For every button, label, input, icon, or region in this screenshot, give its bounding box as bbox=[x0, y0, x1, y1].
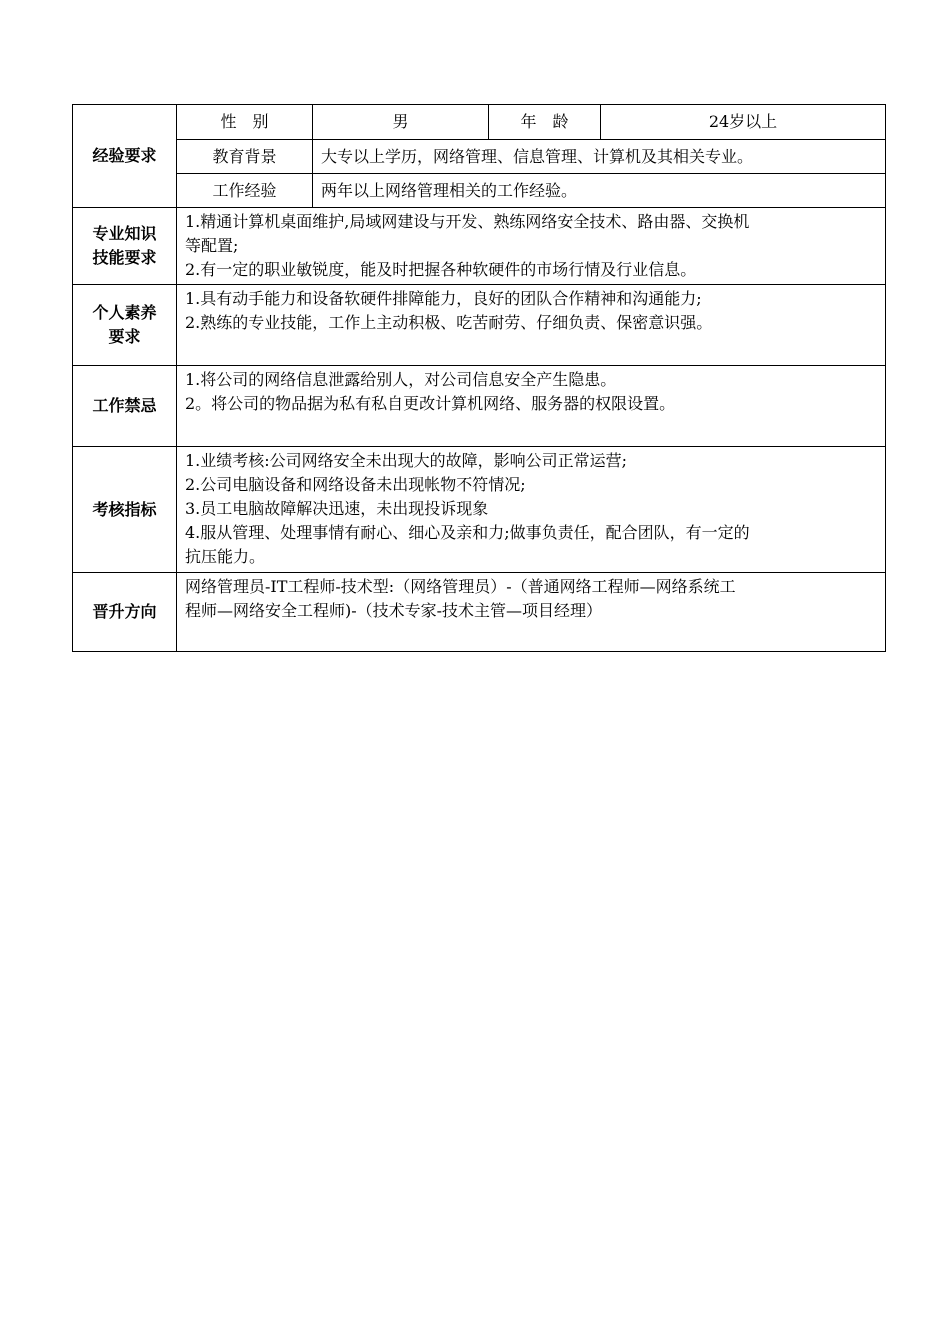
quality-header-line-1: 个人素养 bbox=[92, 303, 157, 322]
skills-row bbox=[73, 208, 886, 285]
skills-header bbox=[73, 208, 177, 285]
kpi-line-4: 4.服从管理、处理事情有耐心、细心及亲和力;做事负责任，配合团队，有一定的 bbox=[185, 523, 750, 542]
gender-age-row bbox=[73, 105, 886, 140]
skills-line-1: 1.精通计算机桌面维护,局域网建设与开发、熟练网络安全技术、路由器、交换机 bbox=[185, 212, 750, 231]
kpi-header: 考核指标 bbox=[73, 447, 177, 573]
kpi-line-3: 3.员工电脑故障解决迅速，未出现投诉现象 bbox=[185, 499, 489, 518]
skills-content bbox=[177, 208, 886, 285]
work-experience-row bbox=[73, 174, 886, 208]
promotion-header: 晋升方向 bbox=[73, 573, 177, 652]
taboo-row bbox=[73, 366, 886, 447]
age-label: 年 龄 bbox=[489, 105, 601, 140]
kpi-content bbox=[177, 447, 886, 573]
taboo-content bbox=[177, 366, 886, 447]
quality-line-2: 2.熟练的专业技能，工作上主动积极、吃苦耐劳、仔细负责、保密意识强。 bbox=[185, 313, 713, 332]
experience-header: 经验要求 bbox=[73, 105, 177, 208]
work-experience-label: 工作经验 bbox=[177, 174, 313, 208]
skills-header-line-1: 专业知识 bbox=[92, 224, 157, 243]
gender-value: 男 bbox=[313, 105, 489, 140]
kpi-line-5: 抗压能力。 bbox=[185, 547, 266, 566]
quality-header bbox=[73, 285, 177, 366]
taboo-line-1: 1.将公司的网络信息泄露给别人，对公司信息安全产生隐患。 bbox=[185, 370, 617, 389]
quality-line-1: 1.具有动手能力和设备软硬件排障能力，良好的团队合作精神和沟通能力; bbox=[185, 289, 702, 308]
quality-row bbox=[73, 285, 886, 366]
skills-header-line-2: 技能要求 bbox=[92, 248, 157, 267]
gender-label: 性 别 bbox=[177, 105, 313, 140]
kpi-row bbox=[73, 447, 886, 573]
promotion-content bbox=[177, 573, 886, 652]
kpi-line-2: 2.公司电脑设备和网络设备未出现帐物不符情况; bbox=[185, 475, 526, 494]
education-value: 大专以上学历，网络管理、信息管理、计算机及其相关专业。 bbox=[313, 140, 886, 174]
promotion-row bbox=[73, 573, 886, 652]
skills-line-2: 等配置; bbox=[185, 236, 239, 255]
skills-line-3: 2.有一定的职业敏锐度，能及时把握各种软硬件的市场行情及行业信息。 bbox=[185, 260, 697, 279]
promotion-line-2: 程师—网络安全工程师)-（技术专家-技术主管—项目经理） bbox=[185, 601, 603, 620]
work-experience-value: 两年以上网络管理相关的工作经验。 bbox=[313, 174, 886, 208]
taboo-line-2: 2。将公司的物品据为私有私自更改计算机网络、服务器的权限设置。 bbox=[185, 394, 676, 413]
quality-header-line-2: 要求 bbox=[108, 327, 141, 346]
promotion-line-1: 网络管理员-IT工程师-技术型:（网络管理员）-（普通网络工程师—网络系统工 bbox=[185, 577, 736, 596]
taboo-header: 工作禁忌 bbox=[73, 366, 177, 447]
job-requirements-table bbox=[72, 104, 886, 652]
education-label: 教育背景 bbox=[177, 140, 313, 174]
education-row bbox=[73, 140, 886, 174]
age-value: 24岁以上 bbox=[601, 105, 886, 140]
quality-content bbox=[177, 285, 886, 366]
kpi-line-1: 1.业绩考核:公司网络安全未出现大的故障，影响公司正常运营; bbox=[185, 451, 628, 470]
